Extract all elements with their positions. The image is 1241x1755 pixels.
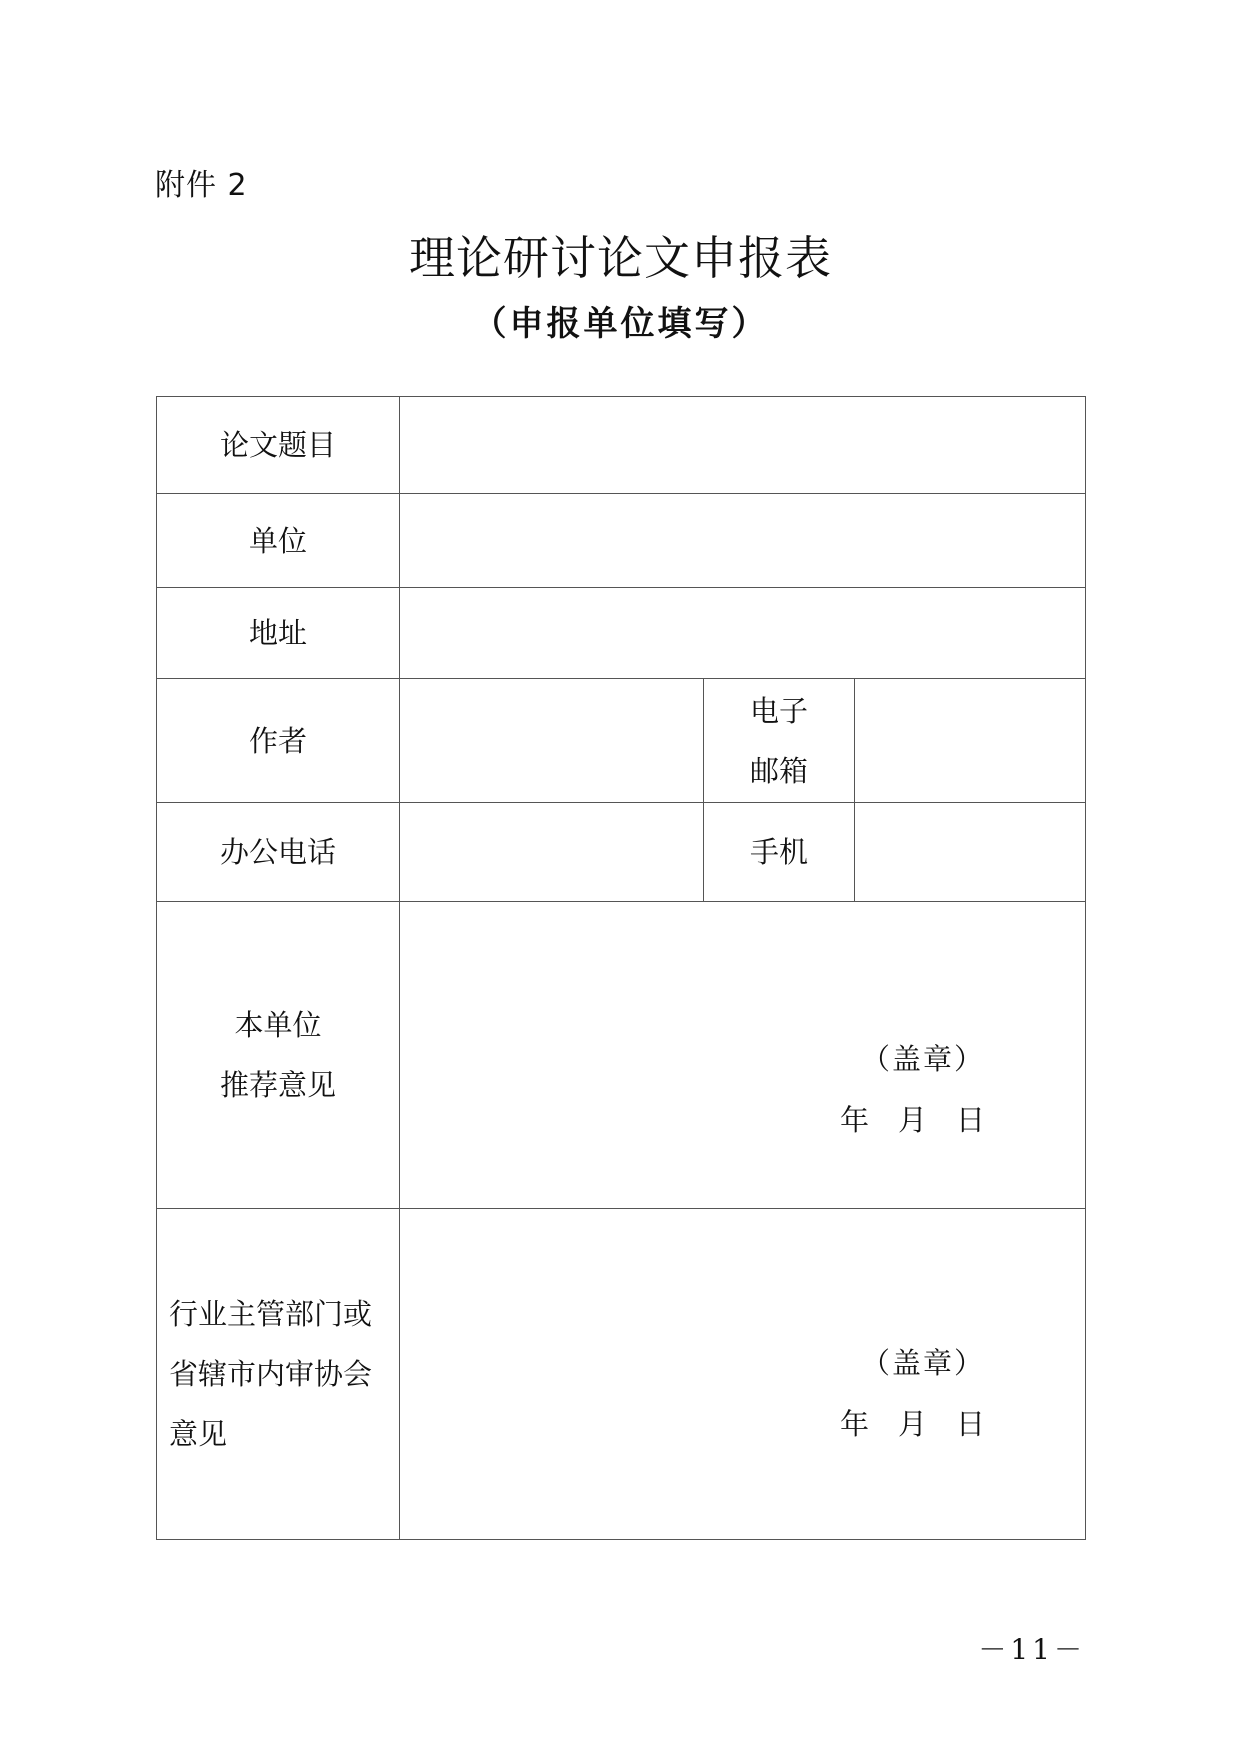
recommendation-label (157, 902, 400, 1209)
unit-label: 单位 (157, 494, 400, 588)
authority-seal-text: （盖章） (861, 1346, 986, 1380)
page-number: －11－ (978, 1633, 1086, 1666)
mobile-field[interactable] (855, 803, 1086, 902)
row-authority-opinion (157, 1209, 1086, 1540)
authority-label-line2: 省辖市内审协会 (169, 1357, 373, 1391)
email-field[interactable] (855, 679, 1086, 803)
recommendation-seal-text: （盖章） (861, 1042, 986, 1076)
recommendation-field[interactable] (400, 902, 1086, 1209)
office-phone-field[interactable] (400, 803, 704, 902)
author-label: 作者 (157, 679, 400, 803)
address-label: 地址 (157, 588, 400, 679)
authority-opinion-field[interactable] (400, 1209, 1086, 1540)
paper-title-field[interactable] (400, 397, 1086, 494)
email-label-line1: 电子 (749, 693, 808, 728)
form-subtitle: （申报单位填写） (472, 304, 769, 344)
row-author (157, 679, 1086, 803)
email-label-line2: 邮箱 (749, 753, 808, 788)
recommendation-label-line2: 推荐意见 (219, 1068, 336, 1102)
row-recommendation (157, 902, 1086, 1209)
office-phone-label: 办公电话 (157, 803, 400, 902)
author-field[interactable] (400, 679, 704, 803)
address-field[interactable] (400, 588, 1086, 679)
row-address (157, 588, 1086, 679)
row-paper-title (157, 397, 1086, 494)
application-form-table (156, 396, 1086, 1540)
mobile-label: 手机 (704, 803, 855, 902)
form-title: 理论研讨论文申报表 (409, 231, 832, 285)
recommendation-label-line1: 本单位 (234, 1008, 322, 1042)
attachment-label: 附件 2 (155, 168, 248, 203)
recommendation-date-text: 年 月 日 (840, 1103, 986, 1137)
authority-label-line3: 意见 (169, 1417, 228, 1451)
unit-field[interactable] (400, 494, 1086, 588)
authority-date-text: 年 月 日 (840, 1407, 986, 1441)
paper-title-label: 论文题目 (157, 397, 400, 494)
email-label (704, 679, 855, 803)
row-unit (157, 494, 1086, 588)
row-phone (157, 803, 1086, 902)
authority-label (157, 1209, 400, 1540)
authority-label-line1: 行业主管部门或 (169, 1297, 373, 1331)
